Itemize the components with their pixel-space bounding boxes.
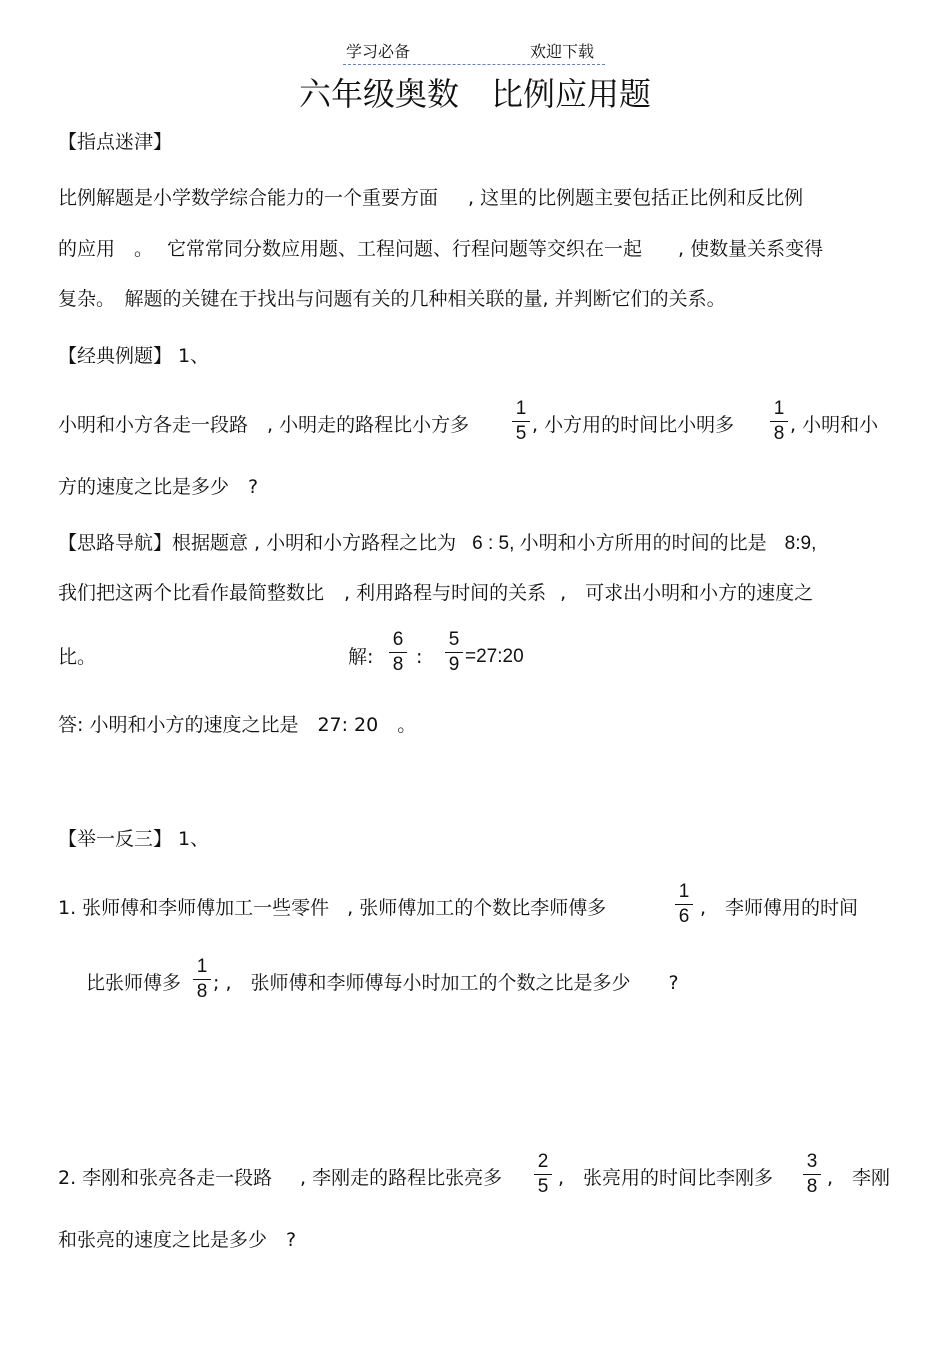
intro-heading: 【指点迷津】: [58, 131, 173, 153]
guide-line-2: [58, 581, 813, 605]
guide-line-1a: 【思路导航】根据题意 , 小明和小方路程之比为: [58, 532, 457, 554]
fraction-bar: [534, 1174, 552, 1175]
header-right-text: 欢迎下载: [530, 42, 595, 61]
intro-line-1: [58, 186, 803, 210]
intro-line-2: [58, 237, 823, 261]
practice-1-part1: 1. 张师傅和李师傅加工一些零件: [58, 897, 330, 919]
fraction-denominator: 8: [392, 654, 404, 675]
fraction-bar: [675, 904, 693, 905]
fraction-denominator: 5: [515, 423, 527, 444]
fraction-bar: [803, 1174, 821, 1175]
fraction-numerator: 3: [806, 1151, 818, 1172]
practice-2-fraction-1: [533, 1151, 553, 1198]
practice-2-part2: , 李刚走的路程比张亮多: [300, 1167, 503, 1189]
example-fraction-1: [511, 398, 531, 445]
practice-1-fraction-1: [674, 881, 694, 928]
practice-heading: 【举一反三】 1、: [58, 828, 210, 850]
fraction-bar: [770, 421, 788, 422]
fraction-numerator: 5: [448, 629, 460, 650]
intro-line-3: 复杂。 解题的关键在于找出与问题有关的几种相关联的量, 并判断它们的关系。: [58, 288, 726, 310]
example-question-part3: , 小明和小: [790, 414, 879, 436]
intro-line-1a: 比例解题是小学数学综合能力的一个重要方面: [58, 187, 439, 209]
fraction-denominator: 6: [678, 906, 690, 927]
practice-1-part3: , 李师傅用的时间: [700, 897, 859, 919]
practice-1-line-2b: ; , 张师傅和李师傅每小时加工的个数之比是多少 ?: [213, 972, 679, 994]
example-question-part1: 小明和小方各走一段路 , 小明走的路程比小方多: [58, 414, 470, 436]
fraction-denominator: 8: [196, 981, 208, 1002]
fraction-numerator: 1: [515, 398, 527, 419]
solve-colon: :: [416, 646, 423, 668]
guide-line-2a: 我们把这两个比看作最简整数比: [58, 582, 325, 604]
intro-line-2b: 它常常同分数应用题、工程问题、行程问题等交织在一起: [167, 238, 643, 260]
intro-line-2c: , 使数量关系变得: [678, 238, 824, 260]
example-fraction-2: [769, 398, 789, 445]
practice-2-part1: 2. 李刚和张亮各走一段路: [58, 1167, 273, 1189]
fraction-numerator: 2: [537, 1151, 549, 1172]
example-answer: 答: 小明和小方的速度之比是 27: 20 。: [58, 714, 417, 736]
practice-1-part2: , 张师傅加工的个数比李师傅多: [347, 897, 607, 919]
guide-line-1: [58, 531, 816, 556]
guide-line-2c: , 可求出小明和小方的速度之: [560, 582, 814, 604]
fraction-bar: [389, 652, 407, 653]
practice-1-fraction-2: [192, 956, 212, 1003]
practice-1-line-1: [58, 896, 606, 920]
page-title: 六年级奥数 比例应用题: [298, 75, 651, 113]
fraction-denominator: 5: [537, 1176, 549, 1197]
fraction-bar: [445, 652, 463, 653]
guide-line-3: 比。: [58, 646, 97, 668]
example-heading: 【经典例题】 1、: [58, 345, 210, 367]
fraction-numerator: 6: [392, 629, 404, 650]
solve-label: 解:: [348, 646, 374, 668]
practice-1-line-2a: 比张师傅多: [86, 972, 182, 994]
practice-2-fraction-2: [802, 1151, 822, 1198]
example-question-line2: 方的速度之比是多少 ?: [58, 476, 259, 498]
header-left-text: 学习必备: [346, 42, 411, 61]
practice-2-part4: , 李刚: [827, 1167, 891, 1189]
guide-line-1b: 6 : 5, 小明和小方所用的时间的比是: [472, 533, 767, 554]
fraction-denominator: 8: [806, 1176, 818, 1197]
practice-2-part3: , 张亮用的时间比李刚多: [558, 1167, 774, 1189]
example-question-part2: , 小方用的时间比小明多: [532, 414, 735, 436]
intro-line-1b: , 这里的比例题主要包括正比例和反比例: [468, 187, 804, 209]
fraction-denominator: 9: [448, 654, 460, 675]
fraction-denominator: 8: [773, 423, 785, 444]
fraction-numerator: 1: [773, 398, 785, 419]
solve-fraction-1: [388, 629, 408, 676]
header-dashed-rule: [343, 64, 605, 65]
fraction-numerator: 1: [196, 956, 208, 977]
guide-line-2b: , 利用路程与时间的关系: [344, 582, 547, 604]
intro-line-2a: 的应用 。: [58, 238, 154, 260]
fraction-numerator: 1: [678, 881, 690, 902]
solve-fraction-2: [444, 629, 464, 676]
fraction-bar: [512, 421, 530, 422]
solve-result: =27:20: [465, 646, 524, 667]
practice-2-line-2: 和张亮的速度之比是多少 ?: [58, 1229, 297, 1251]
guide-line-1c: 8:9,: [784, 533, 817, 554]
fraction-bar: [193, 979, 211, 980]
